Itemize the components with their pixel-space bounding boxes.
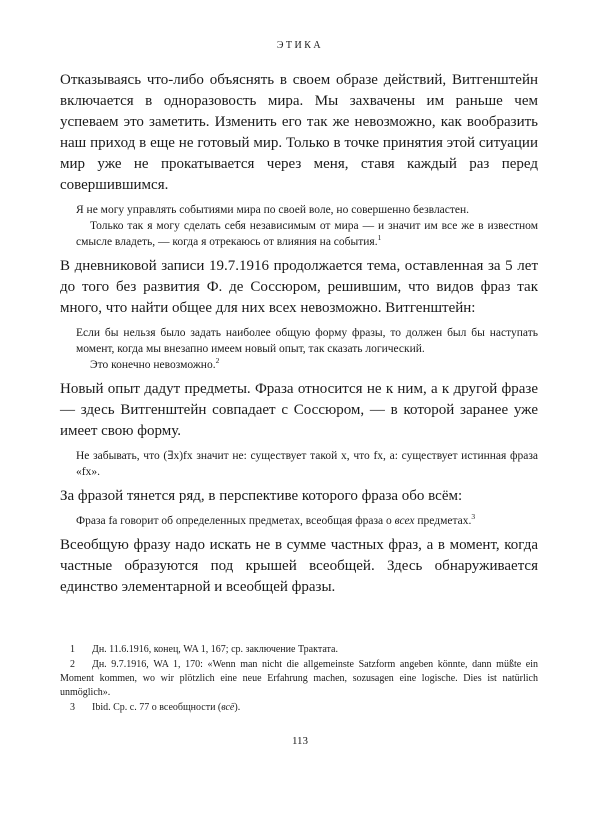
quote-2-line-a: Если бы нельзя было задать наиболее общую форму фразы, то должен был бы наступать момент, когда мы внезапно имеем новый опыт, так сказать логический.: [76, 327, 538, 355]
footnote-1: [60, 643, 538, 657]
running-head: ЭТИКА: [276, 40, 324, 51]
footnote-2-number: 2: [70, 659, 75, 670]
paragraph-4: За фразой тянется ряд, в перспективе которого фраза обо всём:: [60, 488, 463, 504]
quote-4-text: [76, 513, 538, 529]
page-number: 113: [291, 735, 309, 747]
paragraph-2: В дневниковой записи 19.7.1916 продолжается тема, оставленная за 5 лет до того без развития Ф. де Соссюром, решившим, что видов фраз так много, что найти общее для них всех невозможно. Витгенштейн:: [60, 258, 538, 316]
quote-4-pre: Фраза fa говорит об определенных предметах, всеобщая фраза о: [76, 515, 395, 527]
quote-3: [76, 448, 538, 480]
footnote-3-number: 3: [70, 702, 75, 713]
quote-2: [76, 325, 538, 373]
quote-4-post: предметах.: [414, 515, 472, 527]
footnote-1-text: Дн. 11.6.1916, конец, WA 1, 167; ср. заключение Трактата.: [92, 644, 338, 655]
footnote-3: [60, 701, 538, 715]
footnote-3-emphasis: всё: [221, 702, 235, 713]
footnote-3-pre: Ibid. Ср. с. 77 о всеобщности (: [92, 702, 222, 713]
footnote-2-text: Дн. 9.7.1916, WA 1, 170: «Wenn man nicht die allgemeinste Satzform angeben könnte, dann müßte ein Moment kommen, wo wir plötzlich eine neue Erfahrung machen, sozusagen eine logische. Dies ist natürlich unmöglich».: [60, 659, 538, 698]
quote-3-text: Не забывать, что (∃x)fx значит не: существует такой x, что fx, а: существует истинная фраза «fx».: [76, 450, 538, 478]
quote-4: [76, 513, 538, 529]
quote-1: [76, 202, 538, 250]
footnotes: [60, 643, 538, 716]
footnote-3-post: ).: [234, 702, 241, 713]
footnote-1-number: 1: [70, 644, 75, 655]
main-text: [60, 70, 538, 598]
quote-1-line-b-text: Только так я могу сделать себя независимым от мира — и значит им все же в известном смысле владеть, — когда я отрекаюсь от влияния на события.: [76, 220, 538, 248]
quote-1-line-b: [76, 218, 538, 250]
quote-2-line-b: [76, 357, 538, 373]
quote-1-line-a: Я не могу управлять событиями мира по своей воле, но совершенно безвластен.: [76, 204, 470, 216]
footnote-ref-2: 2: [215, 356, 220, 366]
quote-4-emphasis: всех: [394, 515, 415, 527]
quote-2-line-b-text: Это конечно невозможно.: [90, 359, 216, 371]
paragraph-1: Отказываясь что-либо объяснять в своем образе действий, Витгенштейн включается в одноразовость мира. Мы захвачены им раньше чем успеваем это заметить. Изменить его так же невозможно, как вообразить наш приход в еще не готовый мир. Только в точке принятия этой ситуации мир уже не прокатывается через меня, ставя каждый раз перед совершившимся.: [60, 72, 538, 193]
footnote-ref-3: 3: [471, 512, 476, 522]
footnote-2: [60, 658, 538, 700]
footnote-ref-1: 1: [377, 233, 382, 243]
paragraph-3: Новый опыт дадут предметы. Фраза относится не к ним, а к другой фразе — здесь Витгенштейн совпадает с Соссюром, — в которой заранее уже имеет свою форму.: [60, 381, 538, 439]
paragraph-5: Всеобщую фразу надо искать не в сумме частных фраз, а в момент, когда частные образуются под крышей всеобщей. Здесь обнаруживается единство элементарной и всеобщей фразы.: [60, 537, 538, 595]
